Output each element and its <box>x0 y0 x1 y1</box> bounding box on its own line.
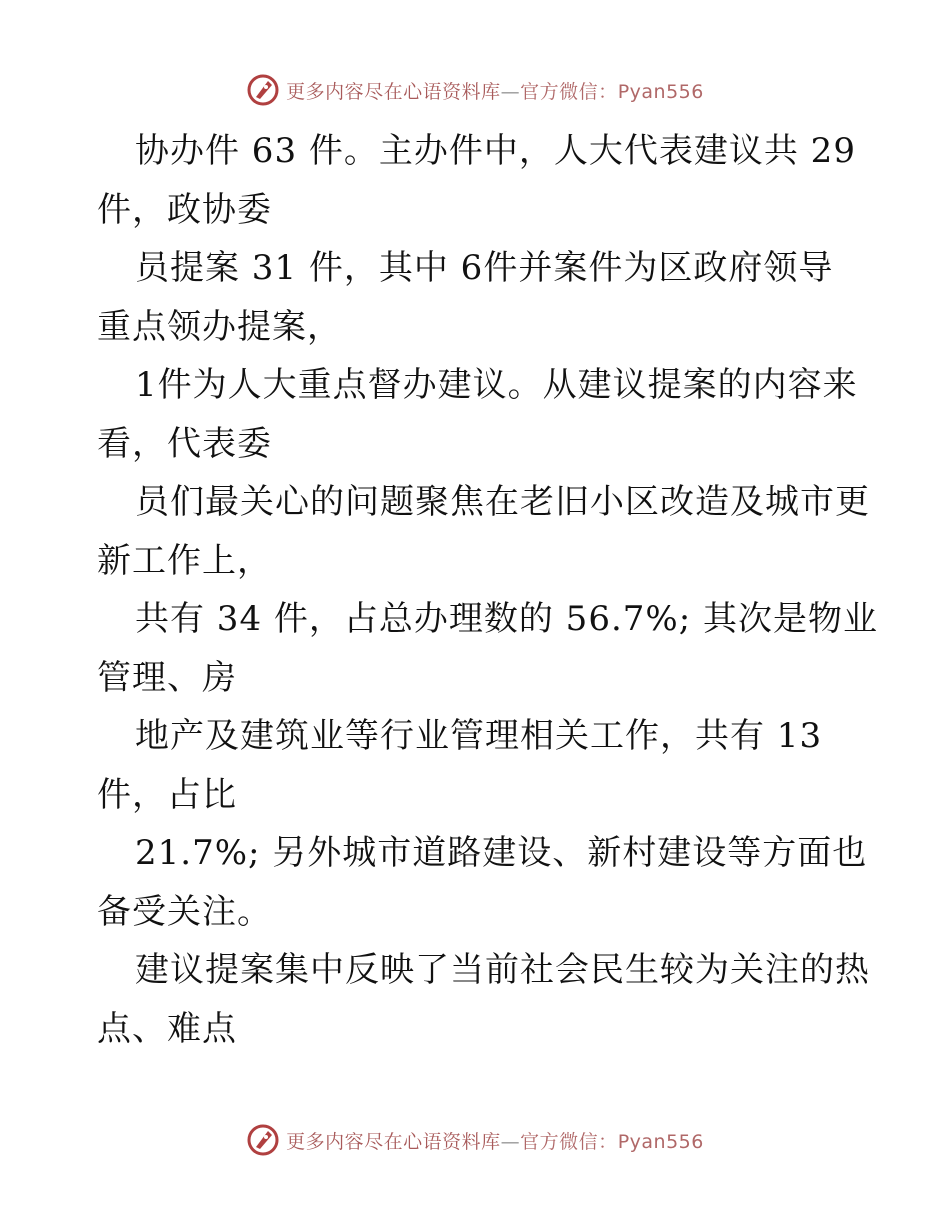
document-line: 地产及建筑业等行业管理相关工作，共有 13 <box>135 716 823 756</box>
banner-wechat-id: Pyan556 <box>617 80 704 103</box>
banner-wechat-id: Pyan556 <box>617 1130 704 1153</box>
banner-wechat-label: 官方微信： <box>520 80 618 103</box>
document-line: 新工作上， <box>97 540 272 581</box>
document-line: 看，代表委 <box>97 423 272 464</box>
banner-text <box>286 77 704 104</box>
banner-text <box>286 1127 704 1154</box>
footer-banner <box>0 1120 950 1160</box>
document-line: 件，占比 <box>97 774 237 815</box>
document-line: 共有 34 件，占总办理数的 56.7%; 其次是物业 <box>135 599 878 639</box>
document-line: 件，政协委 <box>97 189 272 230</box>
banner-dash: — <box>500 1130 521 1153</box>
document-line: 重点领办提案， <box>97 306 342 347</box>
document-line: 21.7%; 另外城市道路建设、新村建设等方面也 <box>135 833 868 873</box>
pen-nib-logo-icon <box>246 1123 280 1157</box>
document-line: 协办件 63 件。主办件中，人大代表建议共 29 <box>135 131 856 171</box>
banner-dash: — <box>500 80 521 103</box>
header-banner <box>0 70 950 110</box>
document-line: 备受关注。 <box>97 891 272 932</box>
document-body <box>97 122 878 1058</box>
document-line: 建议提案集中反映了当前社会民生较为关注的热 <box>135 950 870 990</box>
document-line: 管理、房 <box>97 657 237 698</box>
document-line: 员们最关心的问题聚焦在老旧小区改造及城市更 <box>135 482 870 522</box>
banner-site-text: 更多内容尽在心语资料库 <box>286 80 501 103</box>
banner-wechat-label: 官方微信： <box>520 1130 618 1153</box>
document-line: 1件为人大重点督办建议。从建议提案的内容来 <box>135 365 858 405</box>
banner-site-text: 更多内容尽在心语资料库 <box>286 1130 501 1153</box>
document-line: 员提案 31 件，其中 6件并案件为区政府领导 <box>135 248 834 288</box>
document-line: 点、难点 <box>97 1008 237 1049</box>
pen-nib-logo-icon <box>246 73 280 107</box>
